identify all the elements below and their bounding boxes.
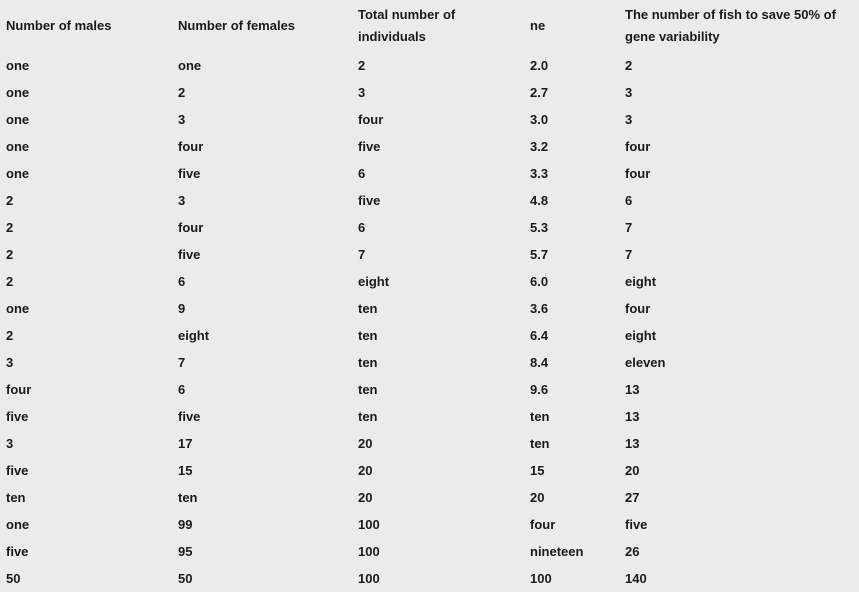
ne-cell: four (530, 517, 556, 532)
table-row (0, 160, 859, 187)
males-cell: 2 (6, 247, 14, 262)
males-cell: five (6, 544, 29, 559)
table-row (0, 376, 859, 403)
ne-cell: 3.0 (530, 112, 549, 127)
ne-cell: 2.7 (530, 85, 549, 100)
total-cell: 6 (358, 220, 366, 235)
ne-cell: 100 (530, 571, 552, 586)
fish-to-save-cell: 3 (625, 112, 633, 127)
total-cell: ten (358, 382, 378, 397)
total-cell: 3 (358, 85, 366, 100)
females-cell: 17 (178, 436, 193, 451)
total-cell: five (358, 139, 381, 154)
header-fish-to-save-variability: The number of fish to save 50% of gene variability (625, 7, 836, 44)
fish-to-save-cell: 2 (625, 58, 633, 73)
table-row (0, 295, 859, 322)
males-cell: 2 (6, 274, 14, 289)
total-cell: 20 (358, 463, 373, 478)
fish-to-save-cell: eleven (625, 355, 666, 370)
table-row (0, 457, 859, 484)
fish-to-save-cell: 26 (625, 544, 640, 559)
ne-cell: 3.3 (530, 166, 549, 181)
females-cell: 99 (178, 517, 193, 532)
males-cell: one (6, 517, 30, 532)
ne-cell: 20 (530, 490, 545, 505)
fish-to-save-cell: 13 (625, 409, 640, 424)
fish-to-save-cell: 7 (625, 247, 633, 262)
total-cell: five (358, 193, 381, 208)
males-cell: five (6, 463, 29, 478)
ne-cell: nineteen (530, 544, 584, 559)
table-row (0, 187, 859, 214)
table-row (0, 241, 859, 268)
ne-cell: 6.4 (530, 328, 549, 343)
males-cell: one (6, 58, 30, 73)
ne-cell: 8.4 (530, 355, 549, 370)
fish-to-save-cell: four (625, 301, 651, 316)
table-header (0, 0, 859, 52)
fish-to-save-cell: 13 (625, 382, 640, 397)
females-cell: 7 (178, 355, 186, 370)
females-cell: four (178, 220, 204, 235)
table-row (0, 322, 859, 349)
males-cell: ten (6, 490, 26, 505)
fish-to-save-cell: 20 (625, 463, 640, 478)
total-cell: 6 (358, 166, 366, 181)
males-cell: one (6, 85, 30, 100)
females-cell: 50 (178, 571, 193, 586)
females-cell: 6 (178, 274, 186, 289)
males-cell: one (6, 139, 30, 154)
females-cell: 3 (178, 193, 186, 208)
table-row (0, 133, 859, 160)
males-cell: 2 (6, 220, 14, 235)
header-total-individuals: Total number of individuals (358, 7, 456, 44)
header-row (0, 0, 859, 52)
ne-cell: ten (530, 436, 550, 451)
fish-to-save-cell: eight (625, 274, 657, 289)
total-cell: ten (358, 409, 378, 424)
ne-cell: 3.6 (530, 301, 549, 316)
total-cell: 100 (358, 544, 380, 559)
fish-to-save-cell: 7 (625, 220, 633, 235)
males-cell: one (6, 301, 30, 316)
males-cell: 3 (6, 436, 14, 451)
fish-to-save-cell: four (625, 139, 651, 154)
table-row (0, 484, 859, 511)
header-number-of-males: Number of males (6, 18, 112, 33)
total-cell: ten (358, 301, 378, 316)
ne-cell: 3.2 (530, 139, 549, 154)
ne-cell: 4.8 (530, 193, 549, 208)
fish-to-save-cell: 13 (625, 436, 640, 451)
ne-cell: 5.3 (530, 220, 549, 235)
total-cell: four (358, 112, 384, 127)
males-cell: 50 (6, 571, 21, 586)
fish-to-save-cell: eight (625, 328, 657, 343)
ne-cell: 5.7 (530, 247, 549, 262)
fish-to-save-cell: four (625, 166, 651, 181)
fish-to-save-cell: 27 (625, 490, 640, 505)
table-row (0, 79, 859, 106)
fish-to-save-cell: 3 (625, 85, 633, 100)
table-row (0, 268, 859, 295)
total-cell: eight (358, 274, 390, 289)
ne-cell: 6.0 (530, 274, 549, 289)
ne-cell: 9.6 (530, 382, 549, 397)
males-cell: one (6, 112, 30, 127)
females-cell: 9 (178, 301, 186, 316)
males-cell: 2 (6, 328, 14, 343)
males-cell: four (6, 382, 32, 397)
females-cell: 2 (178, 85, 186, 100)
females-cell: 3 (178, 112, 186, 127)
total-cell: 100 (358, 517, 380, 532)
ne-cell: 15 (530, 463, 545, 478)
females-cell: four (178, 139, 204, 154)
males-cell: five (6, 409, 29, 424)
males-cell: 2 (6, 193, 14, 208)
table-body (0, 52, 859, 592)
total-cell: ten (358, 328, 378, 343)
total-cell: 100 (358, 571, 380, 586)
ne-cell: ten (530, 409, 550, 424)
total-cell: 7 (358, 247, 366, 262)
fish-to-save-cell: 140 (625, 571, 647, 586)
fish-to-save-cell: 6 (625, 193, 633, 208)
males-cell: one (6, 166, 30, 181)
males-cell: 3 (6, 355, 14, 370)
table-row (0, 214, 859, 241)
ne-cell: 2.0 (530, 58, 549, 73)
table-row (0, 403, 859, 430)
total-cell: 2 (358, 58, 366, 73)
table-row (0, 538, 859, 565)
header-number-of-females: Number of females (178, 18, 296, 33)
total-cell: 20 (358, 490, 373, 505)
total-cell: 20 (358, 436, 373, 451)
females-cell: eight (178, 328, 210, 343)
females-cell: five (178, 247, 201, 262)
females-cell: ten (178, 490, 198, 505)
table-row (0, 565, 859, 592)
females-cell: one (178, 58, 202, 73)
table-row (0, 106, 859, 133)
females-cell: 6 (178, 382, 186, 397)
females-cell: five (178, 166, 201, 181)
table-row (0, 430, 859, 457)
females-cell: 15 (178, 463, 193, 478)
fish-to-save-cell: five (625, 517, 648, 532)
header-ne: ne (530, 18, 546, 33)
females-cell: five (178, 409, 201, 424)
table-row (0, 511, 859, 538)
total-cell: ten (358, 355, 378, 370)
table-row (0, 52, 859, 79)
table-row (0, 349, 859, 376)
females-cell: 95 (178, 544, 193, 559)
